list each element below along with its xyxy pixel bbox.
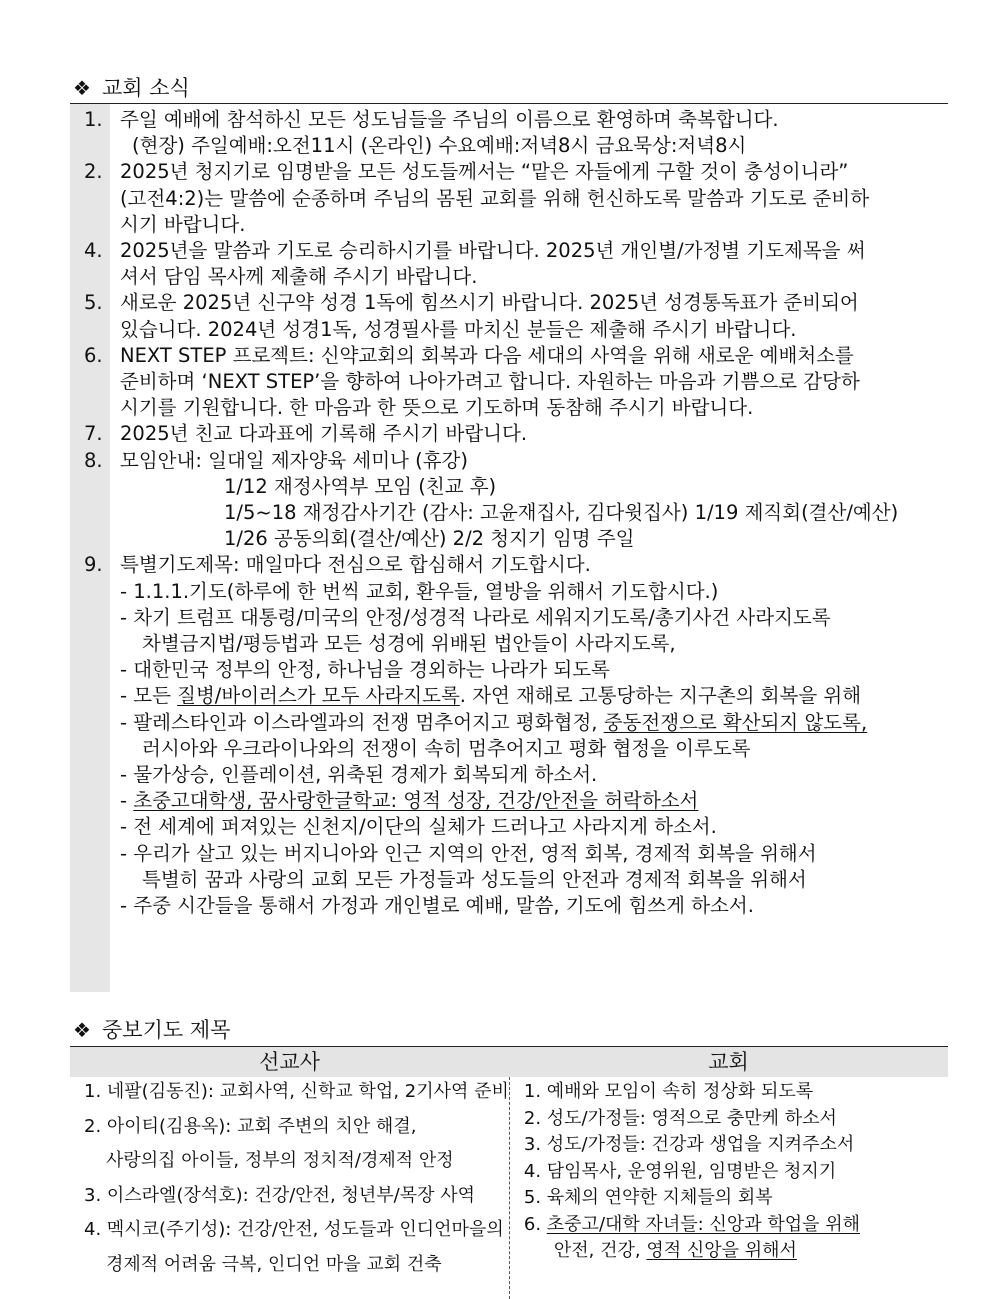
- schedule-line: 1/5~18 재정감사기간 (감사: 고윤재집사, 김다윗집사) 1/19 제직회(결산/예산): [224, 501, 899, 525]
- prayer-bullet: - 초중고대학생, 꿈사랑한글학교: 영적 성장, 건강/안전을 허락하소서: [120, 789, 699, 813]
- prayer-bullet: - 전 세계에 퍼져있는 신천지/이단의 실체가 드러나고 사라지게 하소서.: [120, 815, 717, 839]
- column-header-missionary: 선교사: [259, 1050, 320, 1074]
- diamond-bullet-icon: ❖: [73, 76, 91, 100]
- list-item: 4. 멕시코(주기성): 건강/안전, 성도들과 인디언마을의: [84, 1219, 504, 1240]
- prayer-bullet: - 주중 시간들을 통해서 가정과 개인별로 예배, 말씀, 기도에 힘쓰게 하소서.: [120, 894, 754, 918]
- news-list: [70, 107, 948, 919]
- church-column: 1. 예배와 모임이 속히 정상화 되도록 2. 성도/가정들: 영적으로 충만케 하소서 3. 성도/가정들: 건강과 생업을 지켜주소서 4. 담임목사, 운영위원, 임명받은 청지기 5. 육체의 연약한 지체들의 회복 6. 초중고/대학 자녀들: 신앙과 학업을 위해 안전, 건강, 영적 신앙을 위해서: [510, 1077, 948, 1299]
- list-item: 4. 담임목사, 운영위원, 임명받은 청지기: [523, 1160, 837, 1182]
- news-heading-text: 교회 소식: [102, 76, 190, 100]
- diamond-bullet-icon: ❖: [73, 1018, 91, 1042]
- prayer-bullet: - 팔레스타인과 이스라엘과의 전쟁 멈추어지고 평화협정, 중동전쟁으로 확산되지 않도록,: [120, 710, 868, 734]
- news-item-2: 2. 2025년 청지기로 임명받을 모든 성도들께서는 “맡은 자들에게 구할 것이 충성이니라” (고전4:2)는 말씀에 순종하며 주님의 몸된 교회를 위해 헌신하도록 말씀과 기도로 준비하 시기 바랍니다.: [84, 160, 870, 236]
- news-item-6: 6. NEXT STEP 프로젝트: 신약교회의 회복과 다음 세대의 사역을 위해 새로운 예배처소를 준비하며 ‘NEXT STEP’을 향하여 나아가려고 합니다. 자원하는 마음과 기쁨으로 감당하 시기를 기원합니다. 한 마음과 한 뜻으로 기도하며 동참해 주시기 바랍니다.: [84, 343, 860, 420]
- prayer-bullet: - 우리가 살고 있는 버지니아와 인근 지역의 안전, 영적 회복, 경제적 회복을 위해서: [120, 841, 817, 865]
- news-item-7: 7. 2025년 친교 다과표에 기록해 주시기 바랍니다.: [84, 422, 528, 446]
- list-item: 3. 이스라엘(장석호): 건강/안전, 청년부/목장 사역: [84, 1184, 476, 1206]
- schedule-line: 1/12 재정사역부 모임 (친교 후): [224, 474, 497, 498]
- list-item: 2. 아이티(김용옥): 교회 주변의 치안 해결,: [84, 1115, 417, 1137]
- news-item-9-prayer: 9. 특별기도제목: 매일마다 전심으로 합심해서 기도합시다. - 1.1.1.기도(하루에 한 번씩 교회, 환우들, 열방을 위해서 기도합시다.) - 차기 트럼프 대통령/미국의 안정/성경적 나라로 세워지기도록/총기사건 사라지도록 차별금지법/평등법과 모든 성경에 위배된 법안들이 사라지도록, - 대한민국 정부의 안정, 하나님을 경외하는 나라가 되도록 - 모든 질병/바이러스가 모두 사라지도록. 자연 재해로 고통당하는 지구촌의 회복을 위해 - 팔레스타인과 이스라엘과의 전쟁 멈추어지고 평화협정, 중동전쟁으로 확산되지 않도록, 러시아와 우크라이나와의 전쟁이 속히 멈추어지고 평화 협정을 이루도록 - 물가상승, 인플레이션, 위축된 경제가 회복되게 하소서. - 초중고대학생, 꿈사랑한글학교: 영적 성장, 건강/안전을 허락하소서 - 전 세계에 퍼져있는 신천지/이단의 실체가 드러나고 사라지게 하소서. - 우리가 살고 있는 버지니아와 인근 지역의 안전, 영적 회복, 경제적 회복을 위해서 특별히 꿈과 사랑의 교회 모든 가정들과 성도들의 안전과 경제적 회복을 위해서 - 주중 시간들을 통해서 가정과 개인별로 예배, 말씀, 기도에 힘쓰게 하소서.: [70, 552, 948, 919]
- list-item: 1. 네팔(김동진): 교회사역, 신학교 학업, 2기사역 준비: [84, 1081, 509, 1102]
- intercession-heading-text: 중보기도 제목: [102, 1018, 231, 1042]
- column-header-church: 교회: [708, 1050, 749, 1074]
- news-item-4: 4. 2025년을 말씀과 기도로 승리하시기를 바랍니다. 2025년 개인별/가정별 기도제목을 써 셔서 담임 목사께 제출해 주시기 바랍니다.: [84, 239, 866, 289]
- list-item: 5. 육체의 연약한 지체들의 회복: [523, 1187, 773, 1208]
- list-item: 2. 성도/가정들: 영적으로 충만케 하소서: [523, 1107, 837, 1129]
- prayer-bullet: - 모든 질병/바이러스가 모두 사라지도록. 자연 재해로 고통당하는 지구촌의 회복을 위해: [120, 684, 862, 708]
- list-item: 3. 성도/가정들: 건강과 생업을 지켜주소서: [523, 1134, 855, 1155]
- list-item: 6. 초중고/대학 자녀들: 신앙과 학업을 위해: [523, 1213, 861, 1235]
- intercession-table-header: [70, 1046, 948, 1077]
- prayer-bullet: - 대한민국 정부의 안정, 하나님을 경외하는 나라가 되도록: [120, 658, 610, 682]
- schedule-line: 1/26 공동의회(결산/예산) 2/2 청지기 임명 주일: [224, 527, 635, 551]
- list-item: 1. 예배와 모임이 속히 정상화 되도록: [523, 1081, 814, 1102]
- intercession-section-heading: [72, 1016, 230, 1044]
- news-item-8-meetings: 8. 모임안내: 일대일 제자양육 세미나 (휴강) 1/12 재정사역부 모임 (친교 후) 1/5~18 재정감사기간 (감사: 고윤재집사, 김다윗집사) 1/19 제직회(결산/예산) 1/26 공동의회(결산/예산) 2/2 청지기 임명 주일: [70, 448, 948, 553]
- missionary-column: 1. 네팔(김동진): 교회사역, 신학교 학업, 2기사역 준비 2. 아이티(김용옥): 교회 주변의 치안 해결, 사랑의집 아이들, 정부의 정치적/경제적 안정 3. 이스라엘(장석호): 건강/안전, 청년부/목장 사역 4. 멕시코(주기성): 건강/안전, 성도들과 인디언마을의 경제적 어려움 극복, 인디언 마을 교회 건축: [70, 1077, 510, 1299]
- prayer-bullet: - 1.1.1.기도(하루에 한 번씩 교회, 환우들, 열방을 위해서 기도합시다.): [120, 579, 719, 603]
- intercession-table: [70, 1046, 948, 1299]
- news-section-heading: [72, 74, 190, 102]
- news-item-5: 5. 새로운 2025년 신구약 성경 1독에 힘쓰시기 바랍니다. 2025년 성경통독표가 준비되어 있습니다. 2024년 성경1독, 성경필사를 마치신 분들은 제출해 주시기 바랍니다.: [84, 291, 859, 341]
- prayer-bullet: - 물가상승, 인플레이션, 위축된 경제가 회복되게 하소서.: [120, 763, 598, 787]
- news-heading-rule: [70, 103, 948, 104]
- prayer-bullet: - 차기 트럼프 대통령/미국의 안정/성경적 나라로 세워지기도록/총기사건 사라지도록: [120, 605, 831, 629]
- news-item-1: 1. 주일 예배에 참석하신 모든 성도님들을 주님의 이름으로 환영하며 축복합니다. (현장) 주일예배:오전11시 (온라인) 수요예배:저녁8시 금요묵상:저녁8시: [84, 108, 779, 158]
